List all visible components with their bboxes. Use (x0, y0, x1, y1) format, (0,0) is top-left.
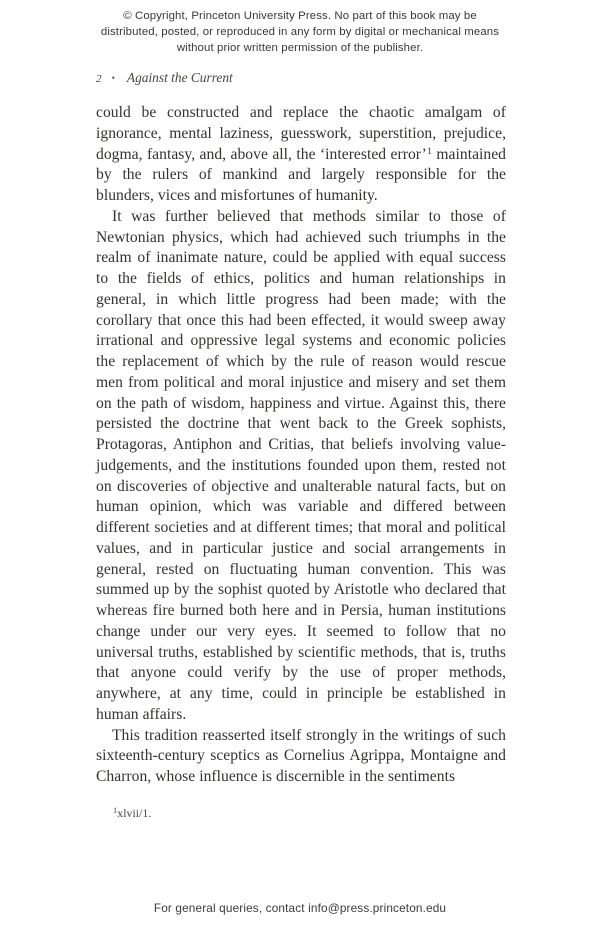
copyright-notice: © Copyright, Princeton University Press. No part of this book may be distributed, posted, or reproduced in any form by digital or mechanical means without prior written permission of the publisher. (100, 10, 500, 55)
footnote-number: 1 (113, 805, 118, 815)
paragraph-tradition: This tradition reasserted itself strongly in the writings of such sixteenth-century sceptics as Cornelius Agrippa, Montaigne and Charron, whose influence is discernible in the sentiments (96, 726, 506, 785)
footnote (113, 806, 151, 821)
running-head-title: Against the Current (126, 70, 233, 85)
page-number: 2 (96, 73, 102, 85)
paragraph-text-before-note: could be constructed and replace the chaotic amalgam of ignorance, mental laziness, guesswork, superstition, prejudice, dogma, fantasy, and, above all, the ‘interested error’ (96, 104, 506, 163)
running-head (96, 69, 506, 88)
paragraph-continued (96, 103, 506, 207)
bullet-separator-icon: • (111, 72, 115, 83)
paragraph-text-after-note: maintained by the rulers of mankind and largely responsible for the blunders, vices and misfortunes of humanity. (96, 145, 506, 204)
footer-query-line: For general queries, contact info@press.princeton.edu (153, 901, 447, 915)
footnote-reference-marker: 1 (427, 145, 432, 157)
paragraph-newtonian: It was further believed that methods similar to those of Newtonian physics, which had achieved such triumphs in the realm of inanimate nature, could be applied with equal success to the fields of ethics, politics and human relationships in general, in which little progress had been made; with the corollary that once this had been effected, it would sweep away irrational and oppressive legal systems and economic policies the replacement of which by the rule of reason would rescue men from political and moral injustice and misery and set them on the path of wisdom, happiness and virtue. Against this, there persisted the doctrine that went back to the Greek sophists, Protagoras, Antiphon and Critias, that beliefs involving value-judgements, and the institutions founded upon them, rested not on discoveries of objective and unalterable natural facts, but on human opinion, which was variable and differed between different societies and at different times; that moral and political values, and in particular justice and social arrangements in general, rested on fluctuating human convention. This was summed up by the sophist quoted by Aristotle who declared that whereas fire burned both here and in Persia, human institutions change under our very eyes. It seemed to follow that no universal truths, established by scientific methods, that is, truths that anyone could verify by the use of proper methods, anywhere, at any time, could in principle be established in human affairs. (96, 207, 506, 723)
body-text-column (96, 103, 506, 788)
footnote-text: xlvii/1. (117, 807, 152, 820)
